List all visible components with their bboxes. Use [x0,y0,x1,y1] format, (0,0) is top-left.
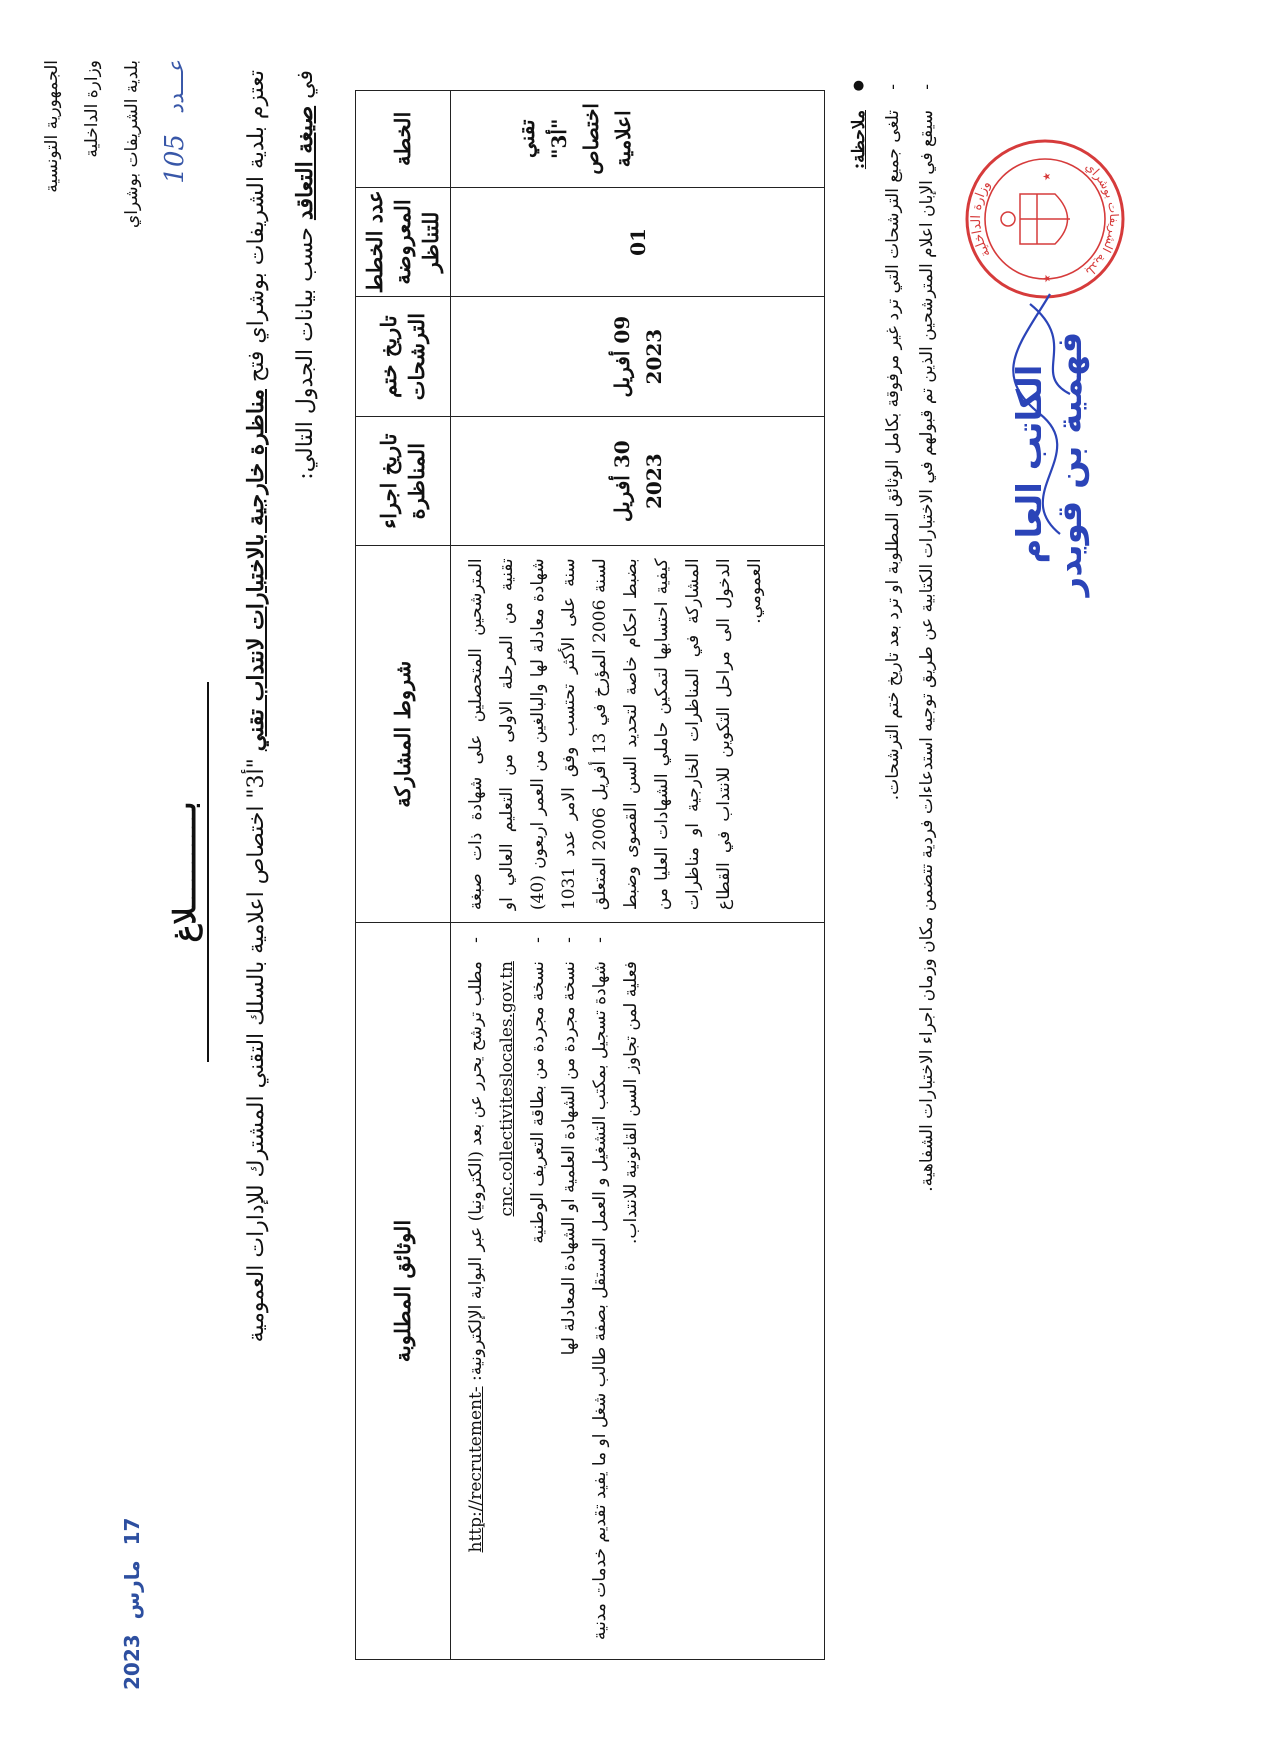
date-day: 17 [120,1517,144,1546]
header-conditions: شروط المشاركة [356,546,451,923]
cell-close-date: 09 أفريل 2023 [451,297,825,417]
date-year: 2023 [120,1634,144,1690]
documents-list [461,935,647,1647]
cell-documents [451,923,825,1660]
cell-conditions: المترشحين المتحصلين على شهادة ذات صبغة تقنية من المرحلة الاولى من التعليم العالي او شهادة معادلة لها والبالغين من العمر اربعون (40) سنة على الأكثر تحتسب وفق الامر عدد 1031 لسنة 2006 المؤرخ في 13 أفريل 2006 المتعلق بضبط احكام خاصة لتحديد السن القصوى وضبط كيفية احتسابها لتمكين حاملي الشهادات العليا من المشاركة في المناظرات الخارجية او مناظرات الدخول الى مراحل التكوين للانتداب في القطاع العمومي. [451,546,825,923]
list-item [461,935,523,1647]
table-row [451,91,825,1660]
intro-part6: حسب بيانات الجدول التالي: [293,227,318,480]
handwritten-signature [990,284,1100,544]
intro-part1: تعتزم بلدية الشريفات بوشراي فتح [244,70,269,382]
notes-label-row [842,70,876,1670]
stamp-top-text: وزارة الداخلية [968,178,994,260]
cell-count: 01 [451,187,825,297]
list-item: - نسخة مجردة من الشهادة العلمية او الشهادة المعادلة لها [554,935,585,1647]
header-documents: الوثائق المطلوبة [356,923,451,1660]
date-month: مارس [120,1560,144,1620]
list-item: - نسخة مجردة من بطاقة التعريف الوطنية [523,935,554,1647]
signatory-title: الكاتب العام [1010,364,1050,564]
official-stamp [960,134,1130,304]
header-plan: الخطة [356,91,451,188]
header-count: عدد الخطط المعروضة للتناظر [356,187,451,297]
reference-value: 105 [160,134,190,184]
letterhead [32,60,152,480]
note-item: - تلغى جميع الترشحات التي ترد غير مرفوقة بكامل الوثائق المطلوبة او ترد بعد تاريخ ختم الترشحات. [876,70,910,1670]
doc1-text: مطلب ترشح يحرر عن بعد (الكترونيا) عبر البوابة الإلكترونية: [466,961,486,1382]
document-title [168,0,203,1744]
header-exam-date: تاريخ اجراء المناظرة [356,416,451,545]
document-date [120,1514,144,1694]
list-item: - شهادة تسجيل بمكتب التشغيل و العمل المستقل بصفة طالب شغل او ما يفيد تقديم خدمات مدنية فعلية لمن تجاوز السن القانونية للانتداب. [585,935,647,1647]
intro-part2: مناظرة خارجية بالاختبارات لانتداب تقني [243,388,269,752]
intro-paragraph [232,70,330,1670]
competition-table [355,90,825,1660]
cell-plan: تقني "أ3" اختصاص اعلامية [451,91,825,188]
notes-section [842,70,944,1670]
letterhead-ministry: وزارة الداخلية [82,60,102,158]
coat-of-arms-icon [1001,194,1070,244]
letterhead-municipality: بلدية الشريفات بوشراي [122,60,142,229]
intro-part4: في [293,70,318,99]
star-icon: ★ [1042,172,1053,181]
stamp-bottom-text: بلدية الشريفات بوشراي [1082,159,1122,280]
signatory-name: فهمية بن قويدر [1050,331,1090,597]
header-close-date: تاريخ ختم الترشحات [356,297,451,417]
portal-link[interactable]: http://recrutement-cnc.collectiviteslocales.gov.tn [466,961,517,1553]
star-icon: ★ [1042,274,1053,283]
letterhead-republic: الجمهورية التونسية [42,60,62,193]
intro-part3: "أ3" اختصاص اعلامية بالسلك التقني المشترك للإدارات العمومية [244,758,269,1343]
reference-label: عـــدد [164,60,189,114]
title-text: بـــــــــــلاغ [168,682,209,1063]
intro-part5: صيغة التعاقد [292,105,318,221]
notes-label: ملاحظة: [849,110,869,170]
cell-exam-date: 30 أفريل 2023 [451,416,825,545]
table-header-row [356,91,451,1660]
note-item: - سيقع في الإبان اعلام المترشحين الذين تم قبولهم في الاختبارات الكتابية عن طريق توجيه استدعاءات فردية تتضمن مكان وزمان اجراء الاختبارات الشفاهية. [910,70,944,1670]
